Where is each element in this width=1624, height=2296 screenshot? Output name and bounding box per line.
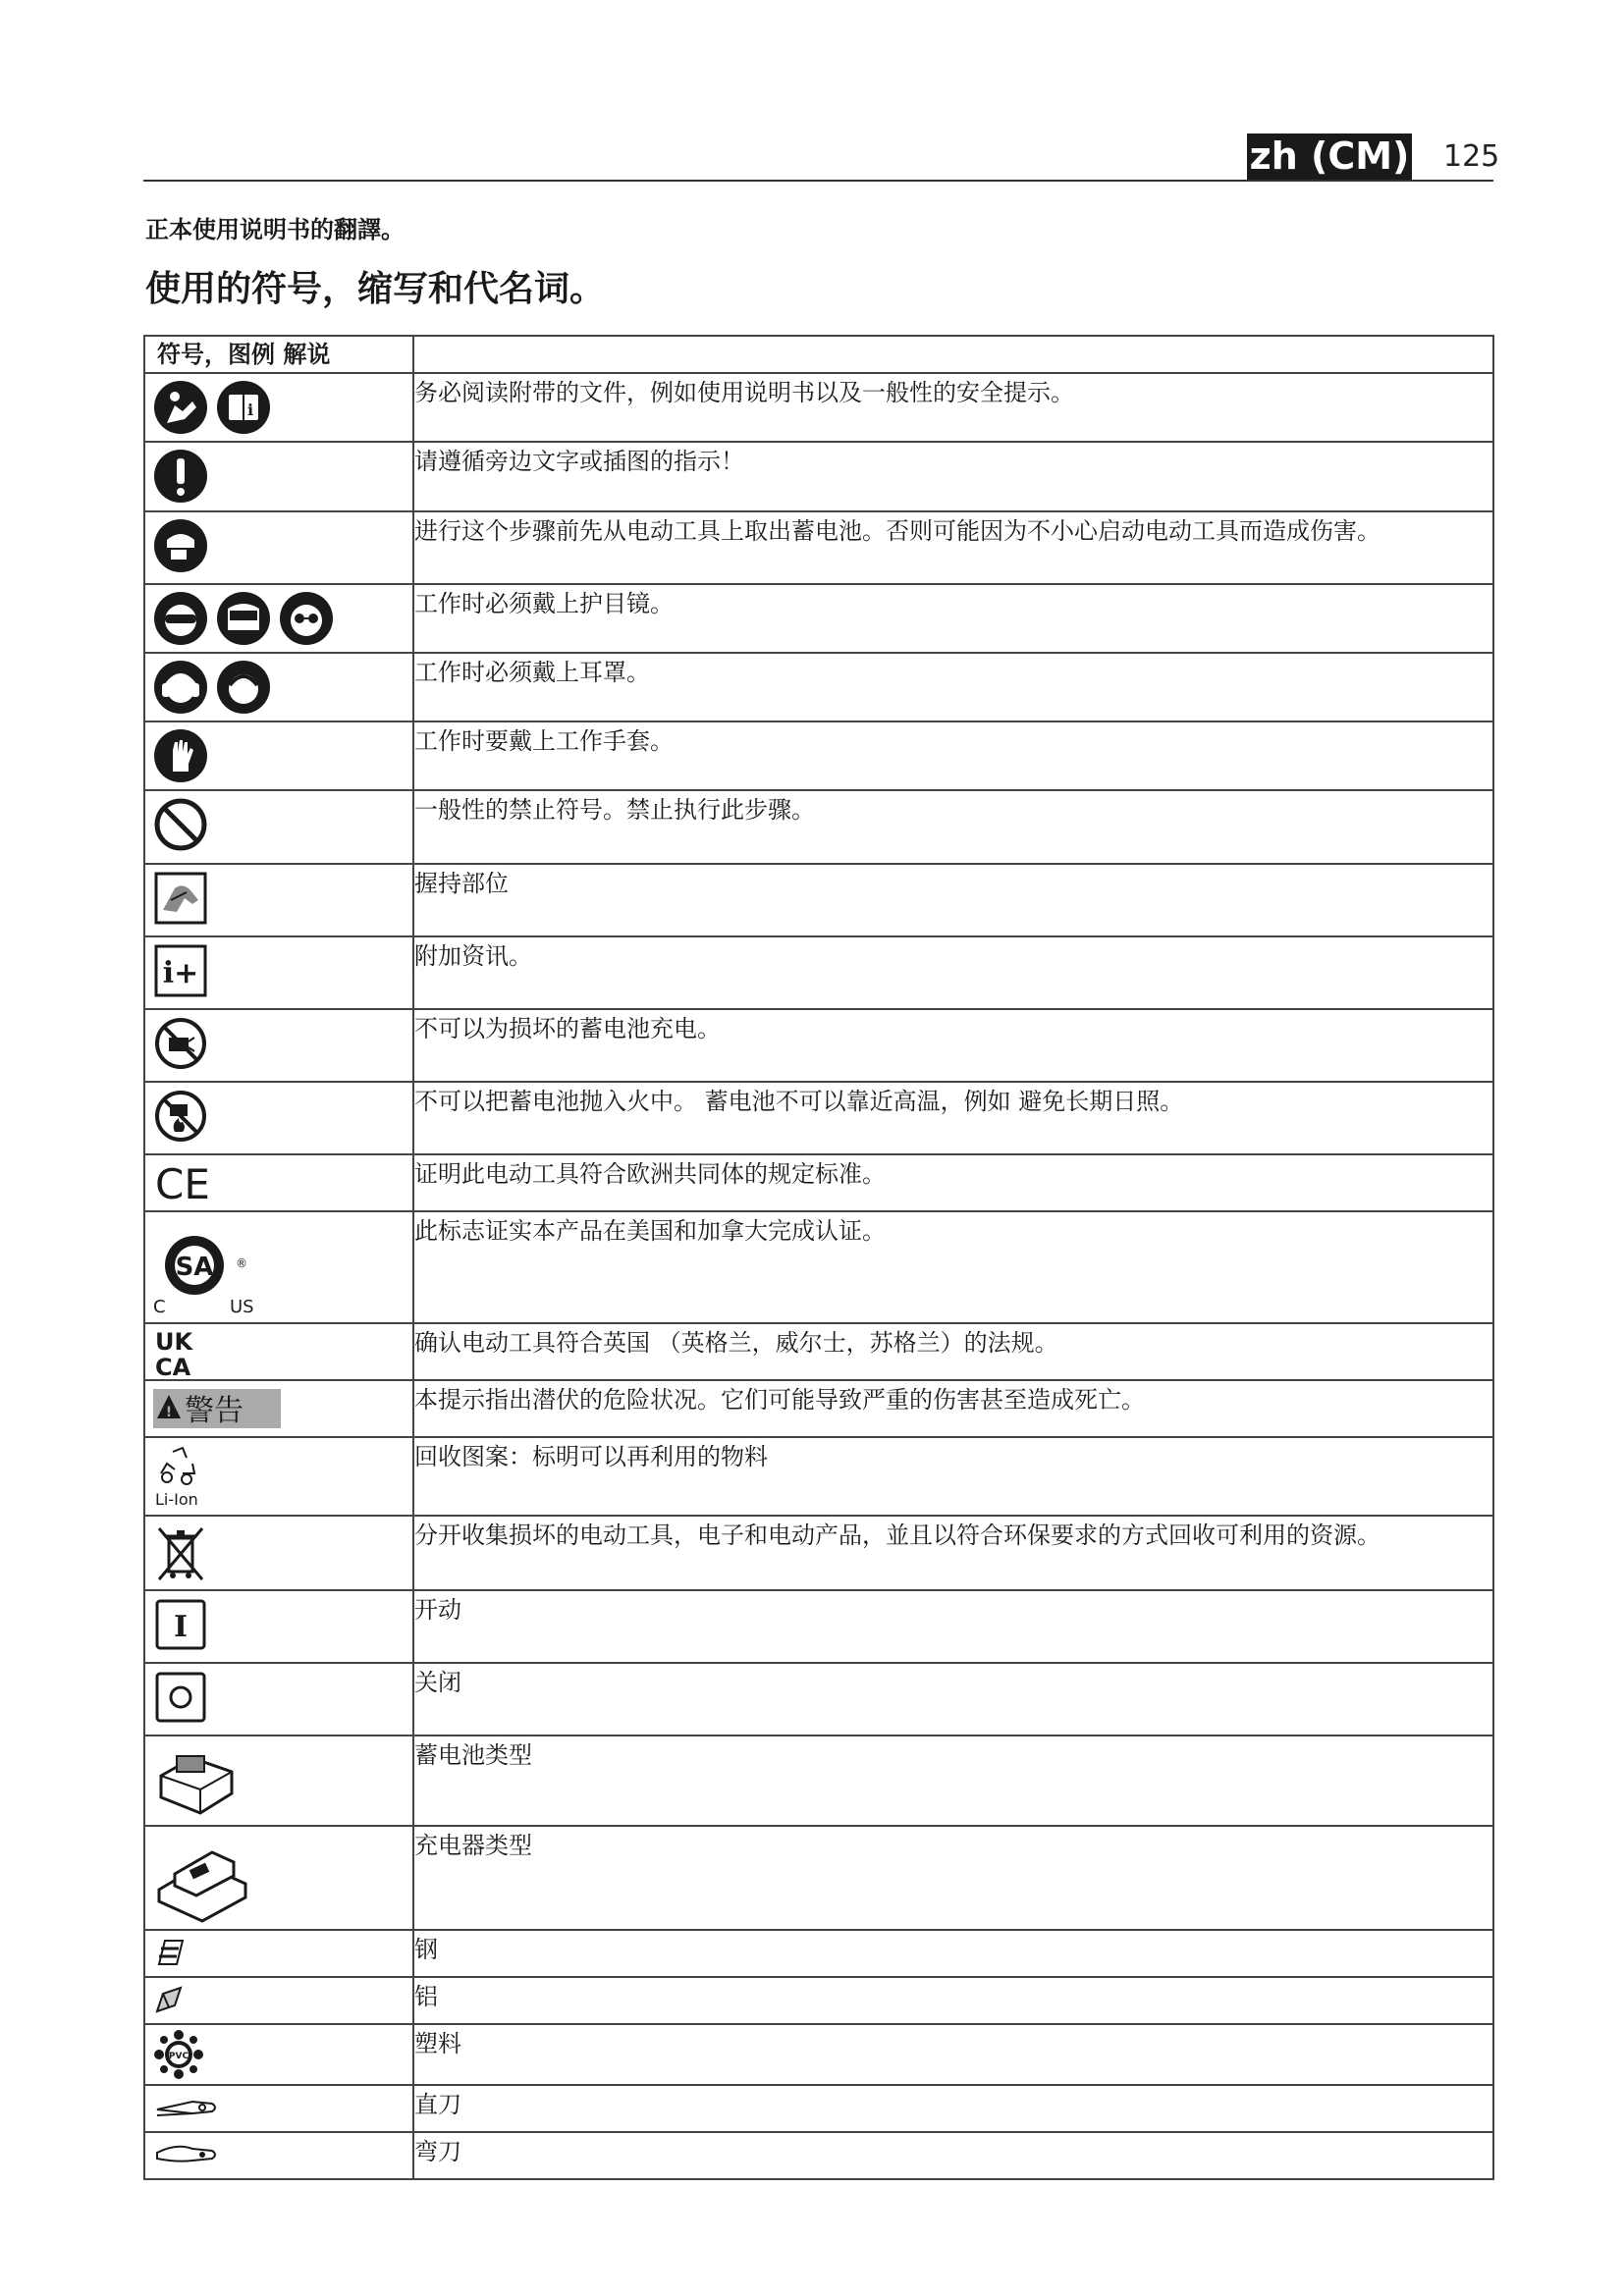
aluminium-icon: [153, 1982, 187, 2017]
row-description: 进行这个步骤前先从电动工具上取出蓄电池。否则可能因为不小心启动电动工具而造成伤害。: [413, 511, 1493, 584]
row-description: 证明此电动工具符合欧洲共同体的规定标准。: [413, 1154, 1493, 1211]
row-description: 确认电动工具符合英国 （英格兰，威尔士，苏格兰）的法规。: [413, 1323, 1493, 1380]
table-row: [144, 584, 1493, 653]
row-description: 充电器类型: [413, 1826, 1493, 1930]
symbols-table: [143, 335, 1494, 2180]
row-description: 开动: [413, 1590, 1493, 1663]
row-description: 一般性的禁止符号。禁止执行此步骤。: [413, 790, 1493, 864]
table-header-row: [144, 336, 1493, 373]
info-book-icon: [216, 380, 271, 435]
svg-text:Li-Ion: Li-Ion: [155, 1490, 198, 1509]
table-row: [144, 653, 1493, 721]
svg-text:CE: CE: [155, 1161, 210, 1204]
table-row: [144, 1735, 1493, 1826]
row-description: 不可以为损坏的蓄电池充电。: [413, 1009, 1493, 1082]
glasses-icon: [279, 591, 334, 646]
safety-goggles-icon: [153, 591, 208, 646]
weee-bin-icon: [153, 1522, 208, 1583]
row-description: 本提示指出潜伏的危险状况。它们可能导致严重的伤害甚至造成死亡。: [413, 1380, 1493, 1437]
no-fire-battery-icon: [153, 1089, 208, 1144]
row-description: 回收图案：标明可以再利用的物料: [413, 1437, 1493, 1516]
svg-text:警告: 警告: [185, 1394, 244, 1428]
straight-blade-icon: [153, 2092, 222, 2121]
svg-text:SA: SA: [175, 1253, 214, 1282]
svg-text:!: !: [165, 1405, 173, 1420]
grip-area-icon: [153, 871, 208, 926]
table-row: [144, 1437, 1493, 1516]
row-description: 钢: [413, 1930, 1493, 1977]
table-row: [144, 1154, 1493, 1211]
table-header-description: [413, 336, 1493, 373]
steel-icon: [153, 1935, 187, 1970]
ear-muffs-icon: [153, 660, 208, 715]
row-description: 握持部位: [413, 864, 1493, 936]
table-row: [144, 1323, 1493, 1380]
row-description: 直刀: [413, 2085, 1493, 2132]
remove-battery-icon: [153, 518, 208, 573]
table-row: [144, 790, 1493, 864]
svg-text:®: ®: [236, 1256, 247, 1270]
ce-mark-icon: [153, 1161, 216, 1204]
row-description: 塑料: [413, 2024, 1493, 2085]
pvc-plastic-icon: [153, 2029, 204, 2080]
row-description: 弯刀: [413, 2132, 1493, 2179]
svg-text:i: i: [246, 400, 254, 419]
svg-text:I: I: [173, 1610, 189, 1644]
table-row: [144, 511, 1493, 584]
li-ion-recycle-icon: [153, 1444, 212, 1509]
exclamation-icon: [153, 449, 208, 504]
page-number: 125: [1443, 139, 1500, 174]
switch-off-icon: [153, 1670, 208, 1725]
row-description: 分开收集损坏的电动工具，电子和电动产品，並且以符合环保要求的方式回收可利用的资源。: [413, 1516, 1493, 1590]
row-description: 附加资讯。: [413, 936, 1493, 1009]
table-row: [144, 1930, 1493, 1977]
no-damaged-battery-charge-icon: [153, 1016, 208, 1071]
language-badge: zh (CM): [1247, 133, 1412, 180]
table-row: [144, 1516, 1493, 1590]
svg-text:CA: CA: [155, 1354, 191, 1377]
row-description: 工作时必须戴上护目镜。: [413, 584, 1493, 653]
table-header-symbols: 符号，图例 解说: [144, 336, 413, 373]
table-row: [144, 1826, 1493, 1930]
svg-text:i+: i+: [162, 956, 199, 990]
table-row: [144, 1977, 1493, 2024]
row-description: 铝: [413, 1977, 1493, 2024]
svg-text:C: C: [153, 1297, 166, 1316]
table-row: [144, 1211, 1493, 1323]
warning-label-icon: [153, 1387, 281, 1430]
table-row: [144, 1590, 1493, 1663]
table-row: [144, 1082, 1493, 1154]
table-row: [144, 721, 1493, 790]
table-row: [144, 1663, 1493, 1735]
header-rule: [143, 180, 1493, 182]
table-row: [144, 936, 1493, 1009]
table-row: [144, 2132, 1493, 2179]
row-description: 关闭: [413, 1663, 1493, 1735]
row-description: 务必阅读附带的文件，例如使用说明书以及一般性的安全提示。: [413, 373, 1493, 442]
battery-pack-icon: [153, 1742, 238, 1819]
ear-protection-icon: [216, 660, 271, 715]
row-description: 蓄电池类型: [413, 1735, 1493, 1826]
table-row: [144, 2085, 1493, 2132]
charger-icon: [153, 1833, 251, 1923]
gloves-icon: [153, 728, 208, 783]
face-shield-icon: [216, 591, 271, 646]
prohibition-icon: [153, 797, 208, 852]
curved-blade-icon: [153, 2139, 222, 2168]
table-row: [144, 2024, 1493, 2085]
row-description: 工作时必须戴上耳罩。: [413, 653, 1493, 721]
svg-text:UK: UK: [155, 1328, 193, 1356]
table-row: [144, 864, 1493, 936]
row-description: 工作时要戴上工作手套。: [413, 721, 1493, 790]
table-row: [144, 1009, 1493, 1082]
csa-mark-icon: [153, 1218, 271, 1316]
read-manual-icon: [153, 380, 208, 435]
page-title: 使用的符号，缩写和代名词。: [145, 269, 606, 309]
table-row: [144, 373, 1493, 442]
table-row: [144, 442, 1493, 511]
table-row: [144, 1380, 1493, 1437]
translation-note: 正本使用说明书的翻譯。: [145, 216, 405, 243]
svg-text:US: US: [230, 1297, 254, 1316]
switch-on-icon: [153, 1597, 208, 1652]
row-description: 不可以把蓄电池抛入火中。 蓄电池不可以靠近高温，例如 避免长期日照。: [413, 1082, 1493, 1154]
row-description: 请遵循旁边文字或插图的指示！: [413, 442, 1493, 511]
additional-info-icon: [153, 943, 208, 998]
row-description: 此标志证实本产品在美国和加拿大完成认证。: [413, 1211, 1493, 1323]
ukca-mark-icon: [153, 1326, 208, 1377]
svg-text:PVC: PVC: [168, 2052, 189, 2061]
